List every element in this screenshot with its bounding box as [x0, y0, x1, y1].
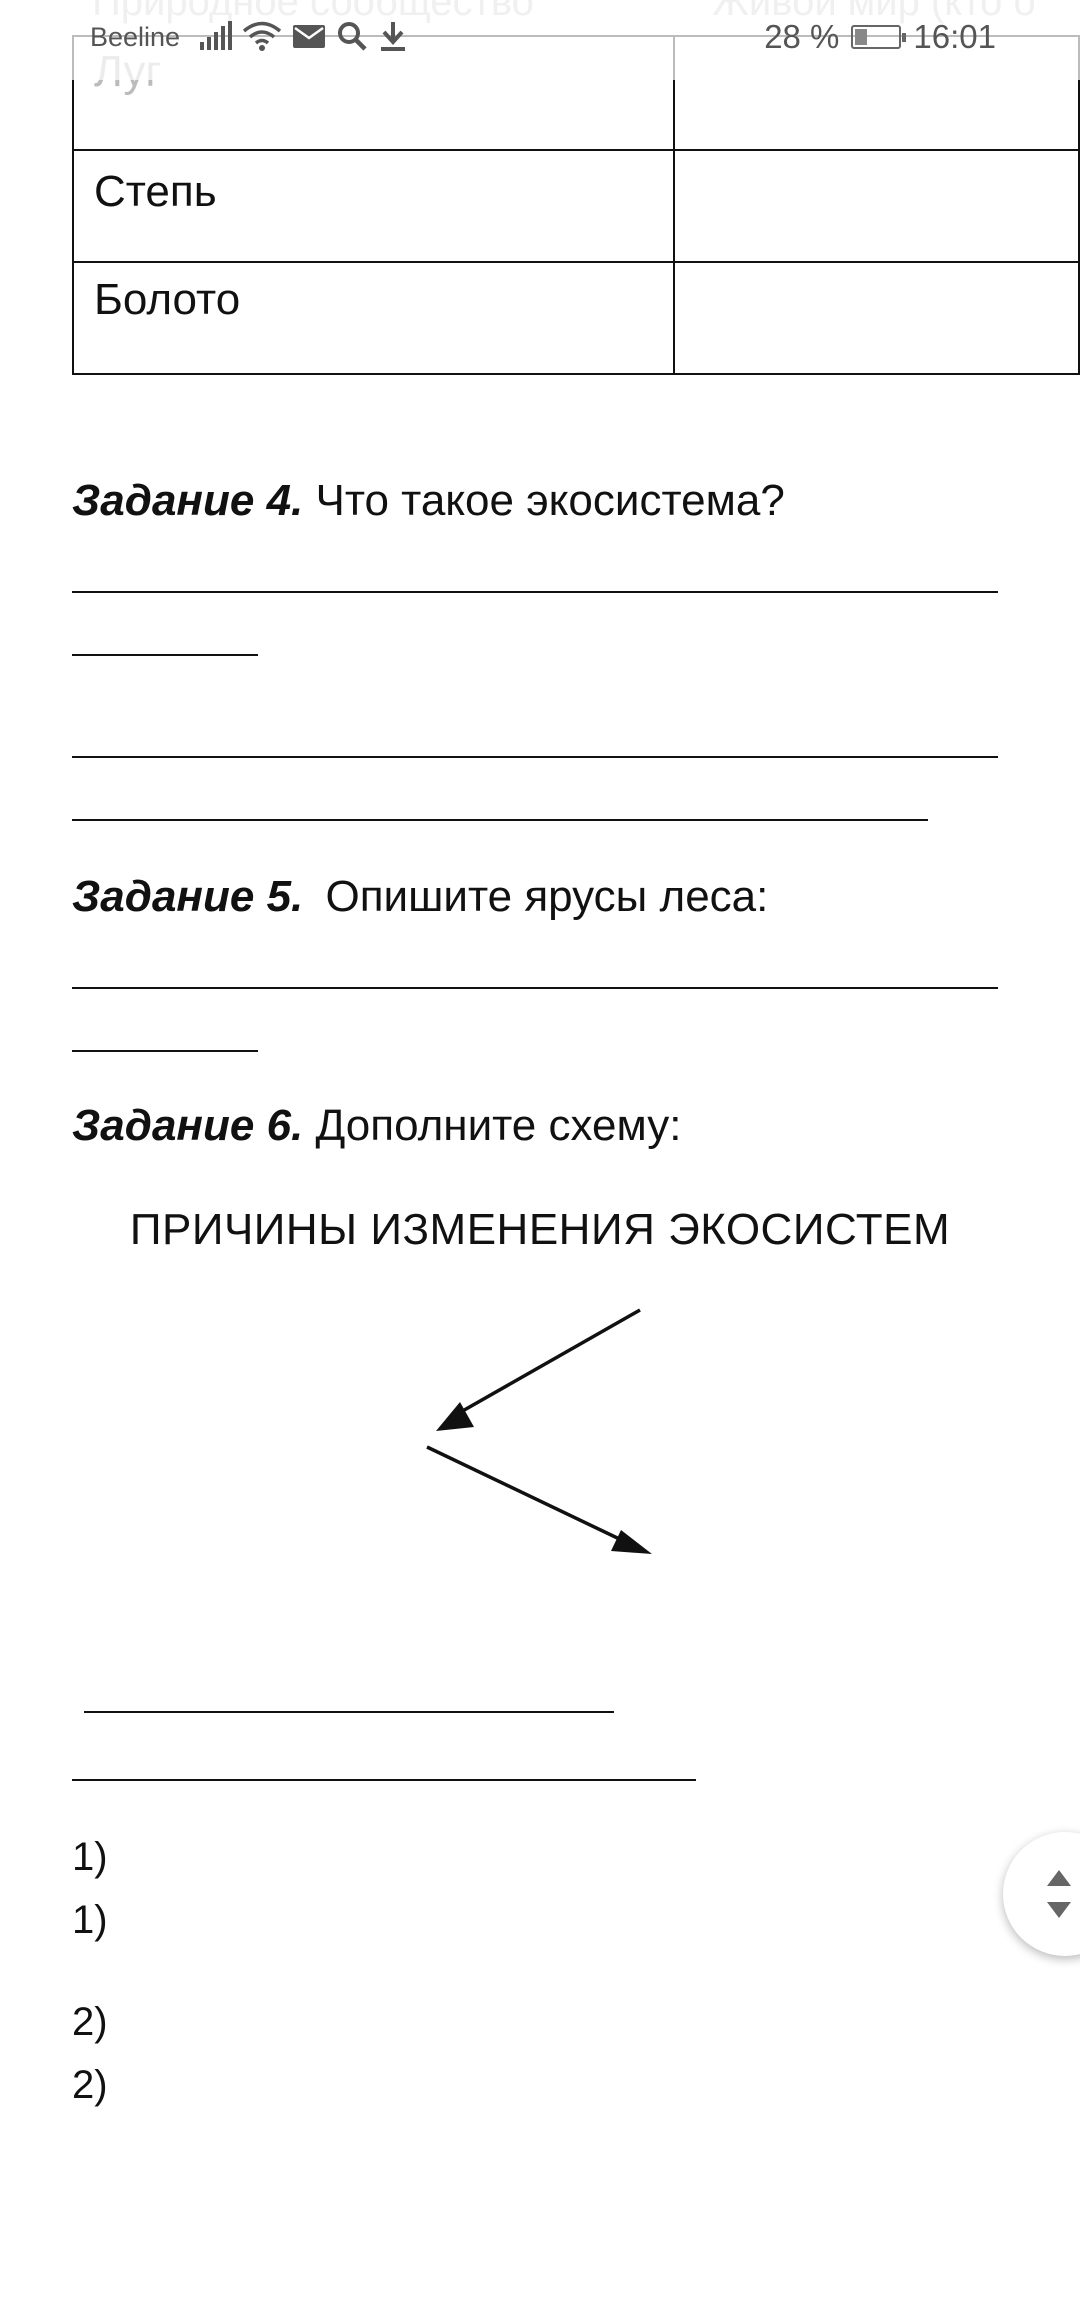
task-4-label: Задание 4.: [72, 476, 304, 525]
scroll-button[interactable]: [1003, 1832, 1080, 1956]
battery-percent: 28 %: [764, 18, 840, 55]
carrier-label: Beeline: [90, 22, 181, 52]
ecosystem-table: [72, 35, 1080, 375]
task-6-label: Задание 6.: [72, 1101, 304, 1150]
download-icon: [378, 20, 408, 52]
answer-line: [84, 1711, 614, 1713]
answer-line: [72, 756, 998, 758]
table-cell-community: Степь: [73, 150, 674, 262]
wifi-icon: [242, 20, 282, 52]
task-5-question: Опишите ярусы леса:: [325, 872, 769, 921]
status-bar: [0, 0, 1080, 80]
scheme-title: ПРИЧИНЫ ИЗМЕНЕНИЯ ЭКОСИСТЕМ: [129, 1205, 951, 1254]
battery-fill: [855, 29, 867, 45]
scroll-up-down-icon: [1039, 1864, 1079, 1924]
battery-icon: [851, 25, 901, 49]
task-6-question: Дополните схему:: [315, 1101, 682, 1150]
task-4: [72, 476, 785, 526]
task-5-label: Задание 5.: [72, 872, 304, 921]
table-row: [73, 150, 1079, 262]
task-5: [72, 872, 768, 922]
status-right: [764, 18, 996, 56]
table-cell-life: [674, 262, 1079, 374]
answer-line: [72, 591, 998, 593]
search-icon: [336, 20, 368, 52]
table-cell-life: [674, 150, 1079, 262]
list-item: 2): [72, 2063, 108, 2107]
answer-line: [72, 819, 928, 821]
scheme-arrows: [0, 1290, 1080, 1580]
signal-icon: [198, 20, 232, 52]
mail-icon: [292, 22, 326, 50]
status-icons: [198, 20, 408, 52]
list-item: 2): [72, 2000, 108, 2044]
task-4-question: Что такое экосистема?: [315, 476, 785, 525]
answer-line: [72, 1050, 258, 1052]
answer-line: [72, 654, 258, 656]
task-6: [72, 1101, 681, 1151]
table-cell-community: Болото: [73, 262, 674, 374]
table-row: [73, 262, 1079, 374]
answer-line: [72, 1779, 696, 1781]
clock: 16:01: [913, 18, 996, 55]
list-item: 1): [72, 1835, 108, 1879]
arrow-down-right: [427, 1447, 652, 1554]
answer-line: [72, 987, 998, 989]
list-item: 1): [72, 1898, 108, 1942]
arrow-down-left: [436, 1310, 640, 1431]
